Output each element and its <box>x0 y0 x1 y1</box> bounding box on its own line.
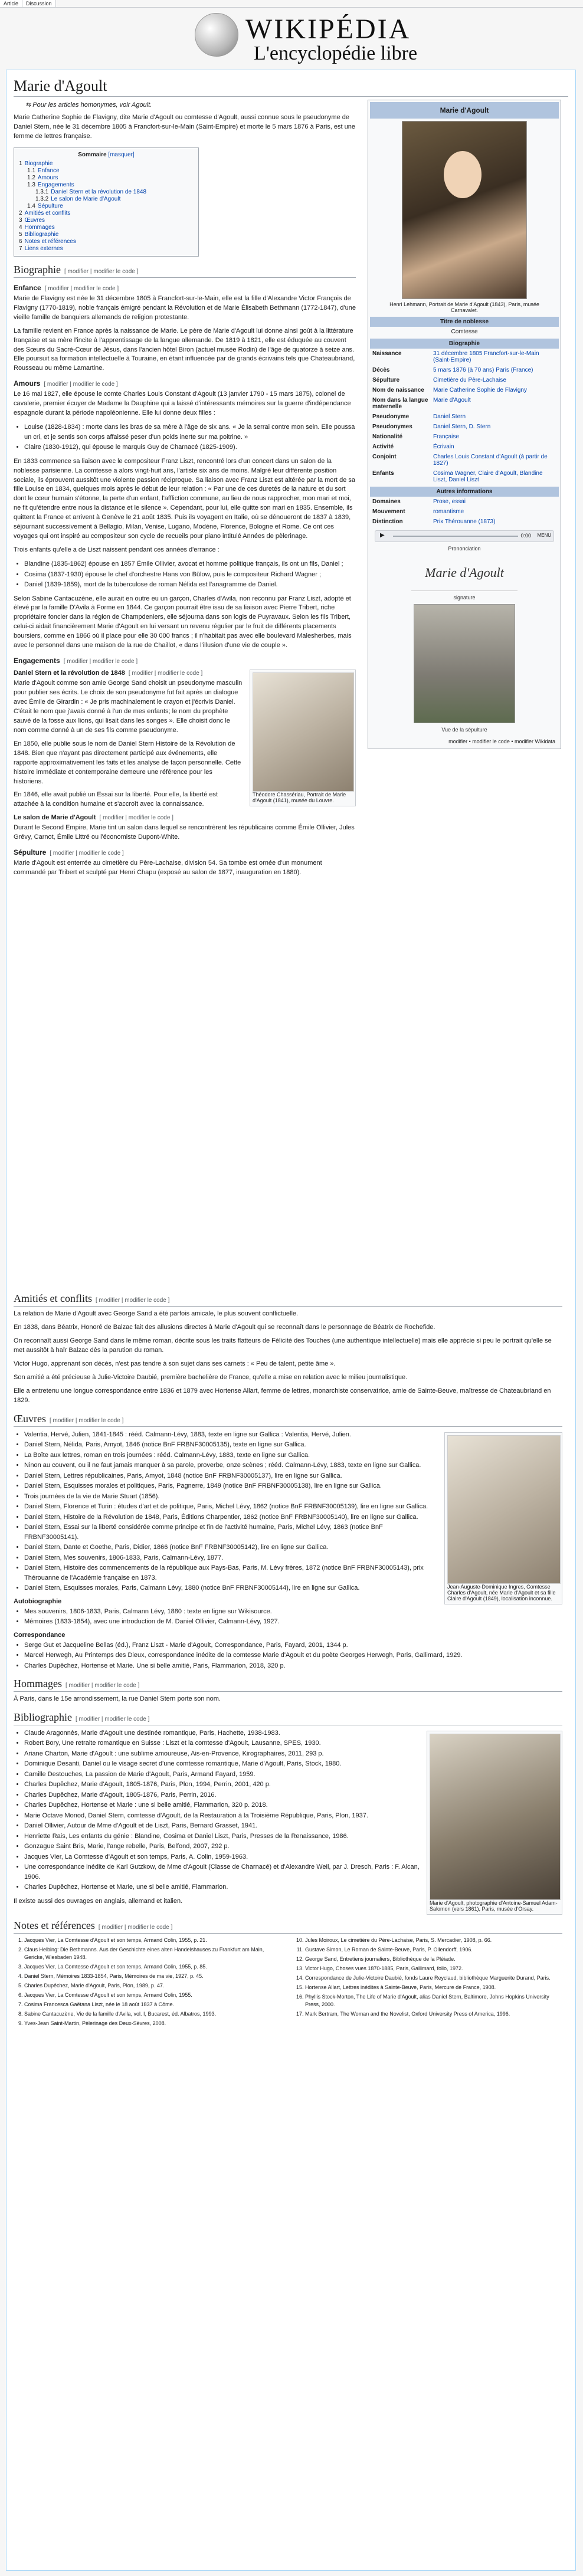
section-autobiographie: Autobiographie <box>14 1597 62 1605</box>
list-item: • Louise (1828-1834) : morte dans les bras de sa mère à l'âge de six ans. « Je la serrai contre mon sein. Elle poussa un cri, et je sentis son corps affaissé peser d'un poids inerte sur ma poitrine. » <box>24 422 356 442</box>
section-correspondance: Correspondance <box>14 1631 65 1639</box>
logo-wordmark: WIKIPÉDIA <box>245 14 411 45</box>
table-of-contents <box>14 147 199 257</box>
biography-header: Biographie <box>370 339 559 349</box>
toc-link[interactable]: Sépulture <box>37 202 63 209</box>
infobox-row <box>370 507 559 517</box>
section-daniel-stern: Daniel Stern et la révolution de 1848 [ modifier | modifier le code ] <box>14 670 203 677</box>
infobox-label: Distinction <box>372 519 403 525</box>
signature-image[interactable]: Marie d'Agoult <box>411 555 518 591</box>
page-title: Marie d'Agoult <box>14 77 568 97</box>
reference-item: 12. George Sand, Entretiens journaliers, Bibliothèque de la Pléiade. <box>305 1955 562 1963</box>
figure-ingres <box>444 1432 562 1604</box>
play-icon[interactable]: ▶ <box>380 532 385 539</box>
oeuvre-item: • Daniel Stern, Mes souvenirs, 1806-1833, Paris, Calmann-Lévy, 1877. <box>24 1553 562 1563</box>
toc-number: 1.1 <box>27 167 35 174</box>
infobox-row <box>370 375 559 385</box>
oeuvre-item: • Daniel Stern, Nélida, Paris, Amyot, 1846 (notice BnF FRBNF30005135), texte en ligne sur Gallica. <box>24 1440 562 1450</box>
section-notes: Notes et références [ modifier | modifier le code ] <box>14 1919 562 1934</box>
tab-article[interactable]: Article <box>0 0 22 7</box>
paragraph: Il existe aussi des ouvrages en anglais, allemand et italien. <box>14 1897 183 1905</box>
paragraph: Durant le Second Empire, Marie tint un salon dans lequel se rencontrèrent les républicains comme Émile Ollivier, Jules Grévy, Carnot, Émile Littré ou l'économiste Dupont-White. <box>14 824 355 841</box>
infobox-value[interactable]: Marie Catherine Sophie de Flavigny <box>433 387 527 393</box>
oeuvre-item: • Daniel Stern, Esquisses morales et politiques, Paris, Pagnerre, 1849 (notice BnF FRBNF30005138), lire en ligne sur Gallica. <box>24 1481 562 1491</box>
toc-item[interactable] <box>19 210 194 216</box>
infobox-row <box>370 422 559 432</box>
oeuvre-item: • Ninon au couvent, ou il ne faut jamais manquer à sa parole, proverbe, onze scènes ; rééd. Calmann-Lévy, 1883, texte en ligne sur Gallica. <box>24 1461 562 1471</box>
children-list <box>24 422 356 452</box>
tab-discussion[interactable]: Discussion <box>22 0 56 7</box>
infobox-label: Nationalité <box>372 434 403 440</box>
toc-number: 4 <box>19 224 22 231</box>
toc-link[interactable]: Enfance <box>37 167 60 174</box>
photograph-image[interactable] <box>430 1734 561 1900</box>
wikipedia-logo[interactable] <box>195 8 443 67</box>
toc-list <box>19 160 194 252</box>
toc-link[interactable]: Hommages <box>24 224 55 231</box>
disambig-icon: ⇆ <box>25 101 33 109</box>
oeuvre-item: • Trois journées de la vie de Marie Stuart (1856). <box>24 1492 562 1502</box>
section-engagements: Engagements [ modifier | modifier le code ] <box>14 657 138 665</box>
infobox-title: Marie d'Agoult <box>370 102 559 119</box>
correspondance-item: • Serge Gut et Jacqueline Bellas (éd.), Franz Liszt - Marie d'Agoult, Correspondance, Paris, Fayard, 2001, 1344 p. <box>24 1640 562 1650</box>
figure-caption: Marie d'Agoult, photographie d'Antoine-Samuel Adam-Salomon (vers 1861), Paris, musée d'Orsay. <box>430 1899 558 1912</box>
infobox-value[interactable]: Prix Thérouanne (1873) <box>433 519 496 525</box>
toc-link[interactable]: Engagements <box>37 181 74 188</box>
correspondance-item: • Marcel Herwegh, Au Printemps des Dieux, correspondance inédite de la comtesse Marie d'Agoult et du poète Georges Herwegh, Paris, Gallimard, 1929. <box>24 1650 562 1661</box>
infobox-value[interactable]: romantisme <box>433 508 464 515</box>
infobox-label: Domaines <box>372 498 401 505</box>
bibliographie-item: • Daniel Ollivier, Autour de Mme d'Agoult et de Liszt, Paris, Bernard Grasset, 1941. <box>24 1821 562 1831</box>
edit-link[interactable]: [ modifier | modifier le code ] <box>50 1417 124 1424</box>
section-biographie: Biographie [ modifier | modifier le code ] <box>14 264 356 278</box>
figure-photo <box>427 1731 562 1915</box>
toc-number: 1.4 <box>27 202 35 209</box>
edit-link[interactable]: [ modifier | modifier le code ] <box>44 381 118 388</box>
toc-number: 6 <box>19 238 22 245</box>
reference-item: 14. Correspondance de Julie-Victoire Daubié, fonds Laure Reyclaud, bibliothèque Marguerite Durand, Paris. <box>305 1974 562 1982</box>
infobox-row <box>370 442 559 452</box>
toc-item[interactable] <box>19 217 194 224</box>
edit-link[interactable]: [ modifier | modifier le code ] <box>95 1297 170 1304</box>
edit-link[interactable]: [ modifier | modifier le code ] <box>128 670 203 677</box>
noblesse-header: Titre de noblesse <box>370 317 559 327</box>
infobox-label: Sépulture <box>372 377 400 383</box>
infobox-value[interactable]: Daniel Stern <box>433 414 466 420</box>
article-body <box>14 100 356 882</box>
oeuvre-item: • Valentia, Hervé, Julien, 1841-1845 : rééd. Calmann-Lévy, 1883, texte en ligne sur Gallica : Valentia, Hervé, Julien. <box>24 1430 562 1440</box>
toc-item[interactable] <box>19 231 194 238</box>
bibliographie-item: • Dominique Desanti, Daniel ou le visage secret d'une comtesse romantique, Marie d'Agoult, Paris, Stock, 1980. <box>24 1759 562 1769</box>
article-content <box>6 70 576 2571</box>
section-bibliographie: Bibliographie [ modifier | modifier le code ] <box>14 1711 562 1725</box>
toc-number: 7 <box>19 245 22 252</box>
infobox-row <box>370 365 559 375</box>
figure-caption: Théodore Chassériau, Portrait de Marie d'Agoult (1841), musée du Louvre. <box>253 792 346 804</box>
infobox-value[interactable]: Française <box>433 434 459 440</box>
infobox-value[interactable]: Daniel Stern, D. Stern <box>433 424 491 430</box>
reference-item: 16. Phyllis Stock-Morton, The Life of Marie d'Agoult, alias Daniel Stern, Baltimore, Johns Hopkins University Press, 2000. <box>305 1993 562 2009</box>
paragraph: Elle a entretenu une longue correspondance entre 1836 et 1879 avec Hortense Allart, femme de lettres, monarchiste conservatrice, amie de Sainte-Beuve, maîtresse de Chateaubriand en 1829. <box>14 1387 551 1404</box>
paragraph: Trois enfants qu'elle a de Liszt naissent pendant ces années d'errance : <box>14 546 220 554</box>
hatnote: ⇆ Pour les articles homonymes, voir Agoult. <box>25 101 152 109</box>
paragraph: La famille revient en France après la naissance de Marie. Le père de Marie d'Agoult lui donne ainsi goût à la littérature française et sa mère l'incite à l'apprentissage de la langue allemande. De 1819 à 1821, elle est éduquée au couvent des Sœurs du Sacré-Cœur de Jésus, dans l'ancien hôtel Biron (actuel musée Rodin) de l'âge de quatorze à seize ans. Elle poursuit sa formation intellectuelle à Touraine, en étant influencée par de grands écrivains tels que Chateaubriand, Rousseau ou même Lamartine. <box>14 327 355 372</box>
paragraph: Son amitié a été précieuse à Julie-Victoire Daubié, première bachelière de France, qu'elle a mise en relation avec le milieu journalistique. <box>14 1373 408 1381</box>
infobox-value[interactable]: Prose, essai <box>433 498 466 505</box>
signature-caption: signature <box>453 595 476 600</box>
section-amities: Amitiés et conflits [ modifier | modifier le code ] <box>14 1292 562 1307</box>
paragraph: Le 16 mai 1827, elle épouse le comte Charles Louis Constant d'Agoult (13 janvier 1790 - 15 mars 1875), colonel de cavalerie, premier écuyer de Madame la Dauphine qui a laissé d'intéressants mémoires sur la guerre d'indépendance espagnole durant la période napoléonienne. Elle lui donne deux filles : <box>14 390 351 417</box>
infobox-label: Activité <box>372 444 394 450</box>
infobox-label: Nom dans la langue maternelle <box>372 397 428 410</box>
noblesse-value[interactable]: Comtesse <box>451 329 478 335</box>
infobox-footer[interactable]: modifier • modifier le code • modifier Wikidata <box>448 739 555 744</box>
reference-item: 15. Hortense Allart, Lettres inédites à Sainte-Beuve, Paris, Mercure de France, 1908. <box>305 1984 562 1991</box>
bibliographie-item: • Charles Dupêchez, Hortense et Marie : une si belle amitié, Flammarion, 320 p. 2018. <box>24 1800 562 1810</box>
bibliographie-item: • Charles Dupêchez, Marie d'Agoult, 1805-1876, Paris, Perrin, 2016. <box>24 1790 562 1800</box>
infobox-value[interactable]: 31 décembre 1805 Francfort-sur-le-Main (Saint-Empire) <box>433 350 539 363</box>
bibliographie-item: • Gonzague Saint Bris, Marie, l'ange rebelle, Paris, Belfond, 2007, 292 p. <box>24 1842 562 1852</box>
infobox-value[interactable]: Écrivain <box>433 444 454 450</box>
section-amours: Amours [ modifier | modifier le code ] <box>14 379 118 388</box>
reference-item: 10. Jules Moiroux, Le cimetière du Père-Lachaise, Paris, S. Mercadier, 1908, p. 66. <box>305 1937 562 1944</box>
toc-number: 2 <box>19 209 22 216</box>
infobox-value[interactable]: Cimetière du Père-Lachaise <box>433 377 506 383</box>
autobiographie-item: • Mes souvenirs, 1806-1833, Paris, Calmann Lévy, 1880 : texte en ligne sur Wikisource. <box>24 1607 562 1617</box>
tomb-image[interactable] <box>414 604 515 723</box>
infobox-row <box>370 395 559 412</box>
oeuvre-item: • Daniel Stern, Lettres républicaines, Paris, Amyot, 1848 (notice BnF FRBNF30005137), lire en ligne sur Gallica. <box>24 1471 562 1481</box>
correspondance-item: • Charles Dupêchez, Hortense et Marie. Une si belle amitié, Paris, Flammarion, 2018, 320 p. <box>24 1661 562 1671</box>
oeuvre-item: • Daniel Stern, Histoire des commencements de la république aux Pays-Bas, Paris, M. Lévy frères, 1872 (notice BnF FRBNF30005143), prix Thérouanne de l'Académie française en 1873. <box>24 1563 562 1583</box>
reference-item: 3. Jacques Vier, La Comtesse d'Agoult et son temps, Armand Colin, 1955, p. 85. <box>24 1963 281 1971</box>
toc-title: Sommaire [masquer] <box>78 151 135 158</box>
infobox-label: Naissance <box>372 350 402 357</box>
oeuvre-item: • La Boîte aux lettres, roman en trois journées : rééd. Calmann-Lévy, 1883, texte en ligne sur Gallica. <box>24 1451 562 1461</box>
paragraph: À Paris, dans le 15e arrondissement, la rue Daniel Stern porte son nom. <box>14 1695 221 1702</box>
tomb-caption: Vue de la sépulture <box>441 727 487 733</box>
infobox-row <box>370 497 559 507</box>
toc-item[interactable] <box>19 182 194 188</box>
paragraph: Victor Hugo, apprenant son décès, n'est pas tendre à son sujet dans ses carnets : « Peu de talent, petite âme ». <box>14 1360 336 1367</box>
autobiographie-item: • Mémoires (1833-1854), avec une introduction de M. Daniel Ollivier, Calmann-Lévy, 1927. <box>24 1617 562 1627</box>
edit-link[interactable]: [ modifier | modifier le code ] <box>44 285 119 292</box>
edit-link[interactable]: [ modifier | modifier le code ] <box>50 850 124 857</box>
section-sepulture: Sépulture [ modifier | modifier le code ] <box>14 848 124 857</box>
other-info-header: Autres informations <box>370 487 559 497</box>
infobox-row <box>370 385 559 395</box>
toc-link[interactable]: Liens externes <box>24 245 63 252</box>
toc-link[interactable]: Daniel Stern et la révolution de 1848 <box>51 188 147 195</box>
ingres-drawing[interactable] <box>447 1435 561 1584</box>
toc-item[interactable] <box>19 224 194 231</box>
toc-link[interactable]: Le salon de Marie d'Agoult <box>51 195 121 202</box>
top-tab-bar <box>0 0 583 8</box>
toc-number: 1.3.1 <box>35 188 49 195</box>
portrait-drawing[interactable] <box>253 672 354 792</box>
toc-number: 3 <box>19 216 22 224</box>
infobox-row <box>370 349 559 365</box>
bibliographie-item: • Marie Octave Monod, Daniel Stern, comtesse d'Agoult, de la Restauration à la Troisième République, Paris, Plon, 1937. <box>24 1811 562 1821</box>
edit-link[interactable]: [ modifier | modifier le code ] <box>63 658 138 665</box>
reference-item: 7. Cosima Francesca Gaëtana Liszt, née le 18 août 1837 à Côme. <box>24 2001 281 2009</box>
portrait-image[interactable] <box>402 121 527 299</box>
paragraph: Marie d'Agoult est enterrée au cimetière du Père-Lachaise, division 54. Sa tombe est ornée d'un monument commandé par Tribert et sculpté par Henri Chapu (exposé au salon de 1877, inauguration en 1880). <box>14 859 322 877</box>
section-enfance: Enfance [ modifier | modifier le code ] <box>14 283 119 292</box>
section-salon: Le salon de Marie d'Agoult [ modifier | modifier le code ] <box>14 814 173 822</box>
oeuvre-item: • Daniel Stern, Histoire de la Révolution de 1848, Paris, Éditions Charpentier, 1862 (notice BnF FRBNF30005140), lire en ligne sur Gallica. <box>24 1512 562 1522</box>
reference-item: 13. Victor Hugo, Choses vues 1870-1885, Paris, Gallimard, folio, 1972. <box>305 1965 562 1973</box>
paragraph: On reconnaît aussi George Sand dans le même roman, décrite sous les traits flatteurs de Félicité des Touches (une authentique intellectuelle) mais elle apprécie si peu le portrait qu'elle se met aussitôt à haïr Balzac dès la parution du roman. <box>14 1337 552 1354</box>
infobox-label: Enfants <box>372 470 394 477</box>
oeuvre-item: • Daniel Stern, Essai sur la liberté considérée comme principe et fin de l'activité humaine, Paris, Michel Lévy, 1863 (notice BnF FRBNF30005141). <box>24 1522 562 1542</box>
puzzle-globe-icon <box>195 13 238 57</box>
autobiographie-list <box>24 1607 562 1627</box>
paragraph: Marie d'Agoult comme son amie George Sand choisit un pseudonyme masculin pour publier ses écrits. Le choix de son pseudonyme fut fait après un dialogue avec Émile de Girardin : « Je pris machinalement le crayon et j'écrivis Daniel. C'était le nom que j'avais donné à l'un de mes enfants; le nom du prophète sauvé de la fosse aux lions, qui lisait dans les songes ». Elle choisit donc le nom comme donné à un de ses fils comme pseudonyme. <box>14 680 243 734</box>
toc-link[interactable]: Notes et références <box>24 238 76 245</box>
reference-item: 4. Daniel Stern, Mémoires 1833-1854, Paris, Mémoires de ma vie, 1927, p. 45. <box>24 1973 281 1980</box>
toc-number: 1 <box>19 160 22 167</box>
toc-item[interactable] <box>19 189 194 195</box>
infobox-label: Pseudonyme <box>372 414 410 420</box>
portrait-face <box>444 151 482 198</box>
oeuvre-item: • Daniel Stern, Florence et Turin : études d'art et de politique, Paris, Michel Lévy, 1862 (notice BnF FRBNF30005139), lire en ligne sur Gallica. <box>24 1502 562 1512</box>
infobox-label: Pseudonymes <box>372 424 412 430</box>
toc-link[interactable]: Amours <box>37 174 58 181</box>
infobox-row <box>370 412 559 422</box>
infobox-value[interactable]: Marie d'Agoult <box>433 397 471 403</box>
intro-paragraph: Marie Catherine Sophie de Flavigny, dite Marie d'Agoult ou comtesse d'Agoult, aussi connue sous le pseudonyme de Daniel Stern, née le 31 décembre 1805 à Francfort-sur-le-Main (Saint-Empire) et morte le 5 mars 1876 à Paris, est une femme de lettres française. <box>14 114 355 140</box>
bibliographie-item: • Charles Dupêchez, Hortense et Marie, une si belle amitié, Flammarion. <box>24 1882 562 1892</box>
list-item: • Cosima (1837-1930) épouse le chef d'orchestre Hans von Bülow, puis le compositeur Richard Wagner ; <box>24 570 356 580</box>
infobox-value[interactable]: Cosima Wagner, Claire d'Agoult, Blandine Liszt, Daniel Liszt <box>433 470 543 483</box>
reference-item: 9. Yves-Jean Saint-Martin, Pèlerinage des Deux-Sèvres, 2008. <box>24 2020 281 2027</box>
bibliographie-item: • Une correspondance inédite de Karl Gutzkow, de Mme d'Agoult (Classe de Charnacé) et d'Alexandre Weil, par J. Dresch, Paris : F. Alcan, 1906. <box>24 1862 562 1882</box>
toc-link[interactable]: Biographie <box>24 160 53 167</box>
article-lower <box>14 1285 562 2027</box>
figure-caption: Jean-Auguste-Dominique Ingres, Comtesse Charles d'Agoult, née Marie d'Agoult et sa fille Claire d'Agoult (1849), localisation inconnue. <box>447 1583 556 1602</box>
bibliographie-item: • Camille Destouches, La passion de Marie d'Agoult, Paris, Armand Fayard, 1959. <box>24 1770 562 1780</box>
toc-link[interactable]: Œuvres <box>24 216 45 224</box>
references-list <box>14 1937 562 2027</box>
bibliographie-item: • Claude Aragonnès, Marie d'Agoult une destinée romantique, Paris, Hachette, 1938-1983. <box>24 1728 562 1738</box>
infobox-row <box>370 452 559 468</box>
bibliographie-item: • Charles Dupêchez, Marie d'Agoult, 1805-1876, Paris, Plon, 1994, Perrin, 2001, 420 p. <box>24 1780 562 1790</box>
infobox <box>368 100 561 749</box>
infobox-label: Conjoint <box>372 454 397 460</box>
section-oeuvres: Œuvres [ modifier | modifier le code ] <box>14 1413 562 1427</box>
list-item: • Claire (1830-1912), qui épouse le marquis Guy de Charnacé (1825-1909). <box>24 442 356 452</box>
edit-link[interactable]: [ modifier | modifier le code ] <box>65 1682 140 1689</box>
infobox-label: Mouvement <box>372 508 405 515</box>
toc-item[interactable] <box>19 175 194 181</box>
paragraph: En 1838, dans Béatrix, Honoré de Balzac fait des allusions directes à Marie d'Agoult qui se reconnaît dans le personnage de Béatrix de Rochefide. <box>14 1323 435 1331</box>
list-item: • Blandine (1835-1862) épouse en 1857 Émile Ollivier, avocat et homme politique français, ils ont un fils, Daniel ; <box>24 559 356 569</box>
paragraph: Marie de Flavigny est née le 31 décembre 1805 à Francfort-sur-le-Main, elle est la fille d'Alexandre Victor François de Flavigny (1770-1819), noble français émigré pendant la Révolution et de Marie Élisabeth Bethmann (1772-1847), d'une vieille famille de banquiers allemands de religion protestante. <box>14 294 356 321</box>
edit-link[interactable]: [ modifier | modifier le code ] <box>75 1715 150 1722</box>
audio-time: 0:00 <box>520 533 531 539</box>
toc-link[interactable]: Amitiés et conflits <box>24 209 71 216</box>
bibliographie-item: • Robert Bory, Une retraite romantique en Suisse : Liszt et la comtesse d'Agoult, Lausanne, SPES, 1930. <box>24 1738 562 1748</box>
reference-item: 11. Gustave Simon, Le Roman de Sainte-Beuve, Paris, P. Ollendorff, 1906. <box>305 1946 562 1954</box>
logo-tagline: L'encyclopédie libre <box>254 42 418 64</box>
paragraph: En 1846, elle avait publié un Essai sur la liberté. Pour elle, la liberté est attachée à la condition humaine et s'accroît avec la connaissance. <box>14 791 218 808</box>
reference-item: 5. Charles Dupêchez, Marie d'Agoult, Paris, Plon, 1989, p. 47. <box>24 1982 281 1990</box>
infobox-row <box>370 432 559 442</box>
infobox-table <box>370 349 559 485</box>
bibliographie-item: • Jacques Vier, La Comtesse d'Agoult et son temps, Paris, A. Colin, 1959-1963. <box>24 1852 562 1862</box>
infobox-label: Décès <box>372 367 390 373</box>
audio-progress[interactable] <box>393 536 518 537</box>
bibliographie-item: • Ariane Charton, Marie d'Agoult : une sublime amoureuse, Ais-en-Provence, Kirographaires, 2011, 293 p. <box>24 1749 562 1759</box>
infobox-label: Nom de naissance <box>372 387 424 393</box>
reference-item: 2. Claus Helbing: Die Bethmanns. Aus der Geschichte eines alten Handelshauses zu Frankfurt am Main, Gericke, Wiesbaden 1948. <box>24 1946 281 1961</box>
oeuvre-item: • Daniel Stern, Dante et Goethe, Paris, Didier, 1866 (notice BnF FRBNF30005142), lire en ligne sur Gallica. <box>24 1543 562 1553</box>
toc-item[interactable] <box>19 160 194 167</box>
correspondance-list <box>24 1640 562 1671</box>
paragraph: La relation de Marie d'Agoult avec George Sand a été parfois amicale, le plus souvent conflictuelle. <box>14 1310 299 1317</box>
figure-chasseriau <box>250 670 356 806</box>
toc-item[interactable] <box>19 203 194 209</box>
paragraph: Selon Sabine Cantacuzène, elle aurait en outre eu un garçon, Charles d'Avila, non reconnu par Franz Liszt, adopté et élevé par la famille D'Avila à Forme en 1844. Ce garçon pourrait être issu de sa liaison avec Pierre Tribert, riche propriétaire foncier dans la région de Champdeniers, elle séjourna dans son logis de Puyravaux. Selon les fils Tribert, celui-ci aidait financièrement Marie d'Agoult en lui versant un revenu régulier par le fruit de différents placements boursiers, comme en 1866 où il place pour elle 30 000 francs ; il n'habitait pas avec elle boulevard Malesherbes, mais avec le personnel dans une maison de la rue de Chaillot, « dans l'illusion d'une vie de couple ». <box>14 595 352 649</box>
edit-link[interactable]: [ modifier | modifier le code ] <box>98 1924 173 1931</box>
reference-item: 6. Jacques Vier, La Comtesse d'Agoult et son temps, Armand Colin, 1955. <box>24 1991 281 1999</box>
bibliographie-item: • Henriette Rais, Les enfants du génie : Blandine, Cosima et Daniel Liszt, Paris, Presses de la Renaissance, 1986. <box>24 1832 562 1842</box>
toc-number: 1.2 <box>27 174 35 181</box>
toc-item[interactable] <box>19 168 194 174</box>
infobox-row <box>370 468 559 485</box>
toc-item[interactable] <box>19 196 194 202</box>
list-item: • Daniel (1839-1859), mort de la tuberculose de roman Nélida est l'anagramme de Daniel. <box>24 580 356 590</box>
toc-item[interactable] <box>19 238 194 245</box>
reference-item: 8. Sabine Cantacuzène, Vie de la famille d'Avila, vol. I, Bucarest, éd. Albatros, 1993. <box>24 2010 281 2018</box>
toc-link[interactable]: Bibliographie <box>24 231 59 238</box>
audio-caption: Prononciation <box>448 546 481 552</box>
paragraph: En 1833 commence sa liaison avec le compositeur Franz Liszt, rencontré lors d'un concert dans un salon de la noblesse parisienne. La comtesse a alors vingt-huit ans, l'artiste six ans de moins. Malgré leur différente position sociale, ils éprouvent aussitôt une violente passion réciproque. Sa liaison avec Franz Liszt est altérée par la mort de sa fille Louise en 1834, quelques mois après le début de leur relation : « Par une de ces duretés de la nature et du sort dont le cœur humain s'étonne, la perte d'un enfant, l'affliction commune, au lieu de nous rapprocher, mon mari et moi, ne fit qu'étendre entre nous la distance et le silence ». Cependant, pour lui, elle quitte son mari en 1835. Ensemble, ils quittent la France et arrivent à Genève le 21 août 1835. Puis ils voyagent en Italie, où se dénoueront de 1837 à 1839, séjournant successivement à Bellagio, Milan, Venise, Lugano, Modène, Florence, Bologne et Rome. Ce ont ces voyages qui ont inspiré au compositeur son cycle de recueils pour piano intitulé Années de pèlerinage. <box>14 457 356 540</box>
toc-number: 5 <box>19 231 22 238</box>
reference-item: 17. Mark Bertram, The Woman and the Novelist, Oxford University Press of America, 1996. <box>305 2010 562 2018</box>
section-hommages: Hommages [ modifier | modifier le code ] <box>14 1678 562 1692</box>
toc-number: 1.3 <box>27 181 35 188</box>
edit-link[interactable]: [ modifier | modifier le code ] <box>64 268 139 275</box>
audio-player[interactable] <box>375 530 554 542</box>
portrait-caption: Henri Lehmann, Portrait de Marie d'Agoult (1843), Paris, musée Carnavalet. <box>389 301 539 313</box>
toc-hide-toggle[interactable]: [masquer] <box>108 151 135 158</box>
infobox-row <box>370 517 559 527</box>
infobox-other-table <box>370 497 559 527</box>
toc-number: 1.3.2 <box>35 195 49 202</box>
toc-item[interactable] <box>19 245 194 252</box>
infobox-value[interactable]: 5 mars 1876 (à 70 ans) Paris (France) <box>433 367 533 373</box>
paragraph: En 1850, elle publie sous le nom de Daniel Stern Histoire de la Révolution de 1848. Bien que n'ayant pas directement participé aux événements, elle rapporte approximativement les faits et les analyse de façon personnelle. Cette histoire immédiate et contemporaine demeure une référence pour les historiens. <box>14 740 241 785</box>
infobox-value[interactable]: Charles Louis Constant d'Agoult (à partir de 1827) <box>433 454 548 467</box>
liszt-children-list <box>24 559 356 590</box>
audio-menu-button[interactable]: MENU <box>537 533 551 538</box>
oeuvre-item: • Daniel Stern, Esquisses morales, Paris, Calmann Lévy, 1880 (notice BnF FRBNF30005144), lire en ligne sur Gallica. <box>24 1583 562 1593</box>
edit-link[interactable]: [ modifier | modifier le code ] <box>99 815 173 822</box>
reference-item: 1. Jacques Vier, La Comtesse d'Agoult et son temps, Armand Colin, 1955, p. 21. <box>24 1937 281 1944</box>
